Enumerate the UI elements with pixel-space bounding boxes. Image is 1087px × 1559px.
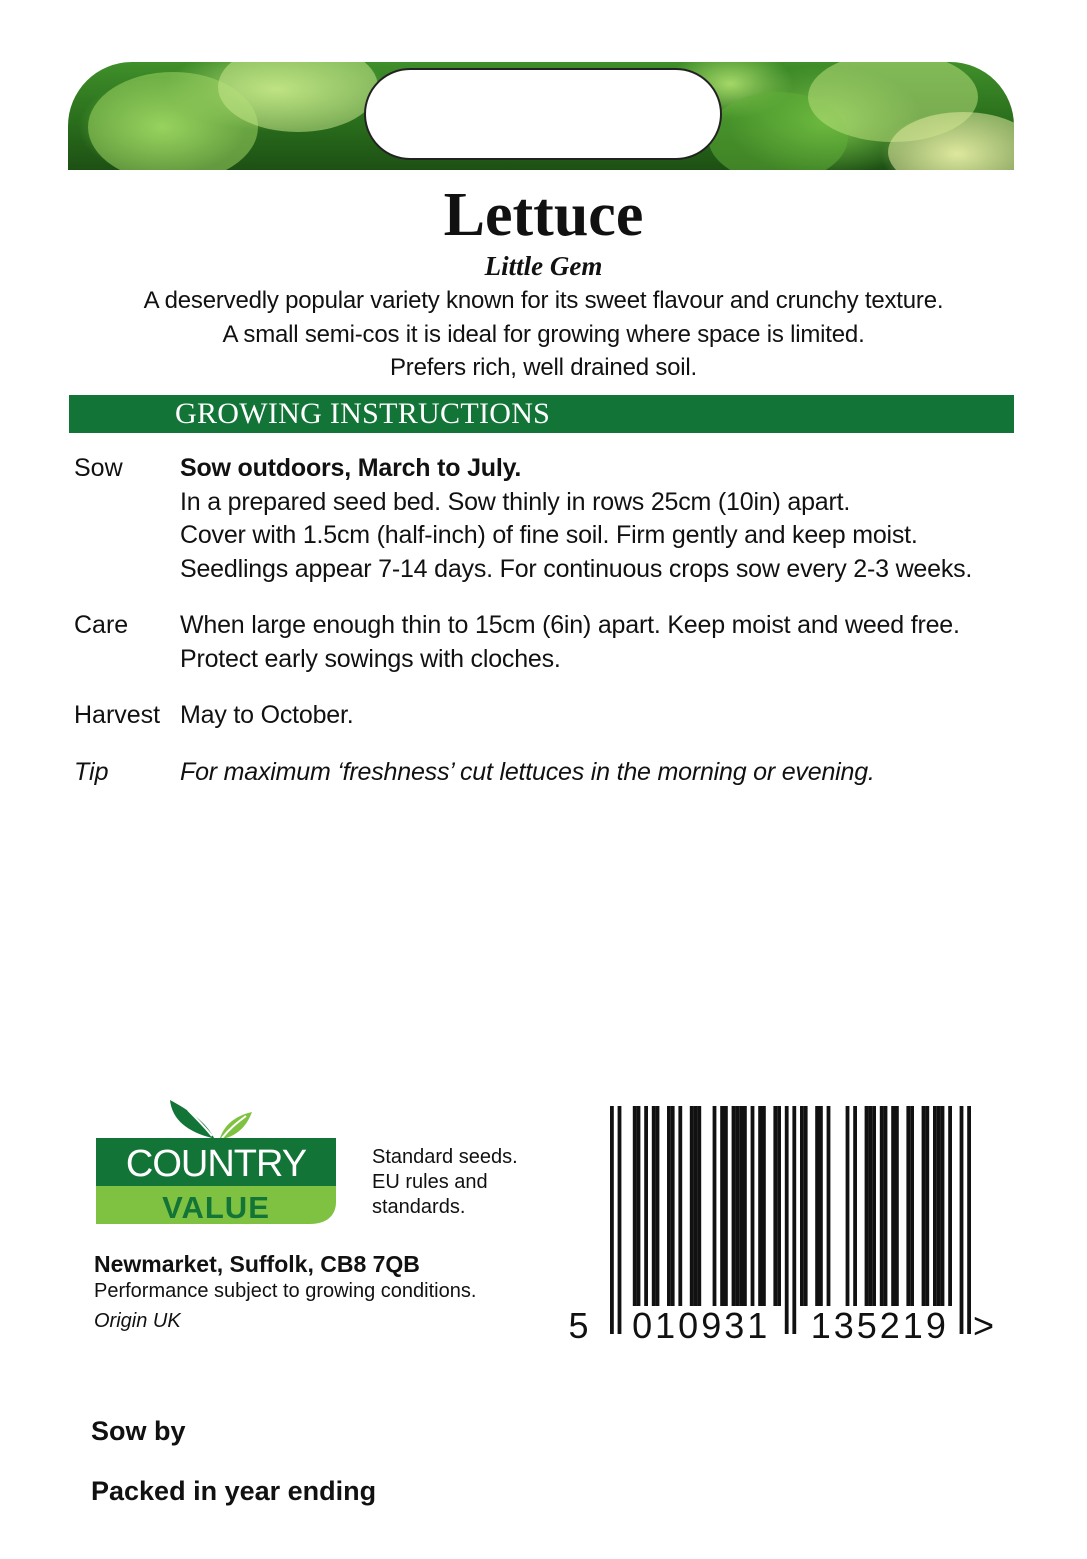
- leaf-sprout-icon: [170, 1100, 252, 1140]
- care-body: [180, 609, 960, 676]
- ean13-barcode: [566, 1106, 1006, 1344]
- barcode-bar: [671, 1106, 675, 1306]
- barcode-left-digits: 010931: [632, 1305, 771, 1344]
- barcode-bar: [941, 1106, 945, 1306]
- barcode-bar: [922, 1106, 926, 1306]
- sow-line: Seedlings appear 7-14 days. For continuous crops sow every 2-3 weeks.: [180, 554, 973, 583]
- company-address: Newmarket, Suffolk, CB8 7QB: [94, 1251, 420, 1277]
- product-title: Lettuce: [443, 181, 644, 249]
- tip-text: For maximum ‘freshness’ cut lettuces in the morning or evening.: [180, 758, 875, 786]
- country-value-logo: [96, 1096, 336, 1228]
- sow-by-label: Sow by: [91, 1416, 186, 1446]
- barcode-bar: [762, 1106, 766, 1306]
- barcode-bar: [884, 1106, 888, 1306]
- barcode-bar: [800, 1106, 804, 1306]
- standards-note: [372, 1145, 518, 1220]
- barcode-bar: [948, 1106, 952, 1306]
- barcode-bar: [713, 1106, 717, 1306]
- barcode-bar: [667, 1106, 671, 1306]
- harvest-text: May to October.: [180, 701, 354, 729]
- barcode-bar: [910, 1106, 914, 1306]
- barcode-bar: [743, 1106, 747, 1306]
- barcode-bar: [815, 1106, 819, 1306]
- barcode-bar: [868, 1106, 872, 1306]
- barcode-bar: [732, 1106, 736, 1306]
- product-description: [0, 284, 1087, 385]
- barcode-bar: [633, 1106, 637, 1306]
- care-line: Protect early sowings with cloches.: [180, 644, 561, 673]
- barcode-bar: [865, 1106, 869, 1306]
- origin-label: Origin UK: [94, 1310, 181, 1332]
- section-heading: GROWING INSTRUCTIONS: [175, 397, 551, 430]
- barcode-bar: [637, 1106, 641, 1306]
- barcode-bar: [644, 1106, 648, 1306]
- description-line: A deservedly popular variety known for its sweet flavour and crunchy texture.: [143, 287, 944, 314]
- logo-value-text: VALUE: [162, 1190, 270, 1225]
- barcode-bar: [773, 1106, 777, 1306]
- standards-line: EU rules and: [372, 1171, 488, 1193]
- barcode-bar: [853, 1106, 857, 1306]
- barcode-bar: [967, 1106, 971, 1334]
- barcode-bar: [697, 1106, 701, 1306]
- barcode-right-digits: 135219: [810, 1305, 949, 1344]
- barcode-bar: [610, 1106, 614, 1334]
- tip-label: Tip: [74, 758, 109, 786]
- barcode-bar: [724, 1106, 728, 1306]
- logo-country-text: COUNTRY: [125, 1143, 307, 1185]
- barcode-bar: [933, 1106, 937, 1306]
- barcode-end-marker: >: [972, 1305, 998, 1344]
- barcode-bar: [880, 1106, 884, 1306]
- barcode-bar: [872, 1106, 876, 1306]
- barcode-bar: [925, 1106, 929, 1306]
- barcode-bar: [777, 1106, 781, 1306]
- barcode-bar: [819, 1106, 823, 1306]
- barcode-bar: [618, 1106, 622, 1334]
- care-label: Care: [74, 611, 129, 639]
- barcode-bar: [827, 1106, 831, 1306]
- barcode-bar: [694, 1106, 698, 1306]
- sow-label: Sow: [74, 454, 123, 482]
- hang-hole: [364, 68, 722, 160]
- product-variety: Little Gem: [484, 251, 603, 281]
- barcode-bar: [846, 1106, 850, 1306]
- barcode-bar: [758, 1106, 762, 1306]
- barcode-bar: [739, 1106, 743, 1306]
- standards-line: Standard seeds.: [372, 1146, 518, 1168]
- barcode-bar: [656, 1106, 660, 1306]
- barcode-bar: [690, 1106, 694, 1306]
- barcode-bar: [891, 1106, 895, 1306]
- barcode-bar: [678, 1106, 682, 1306]
- performance-note: Performance subject to growing conditions.: [94, 1280, 477, 1302]
- barcode-first-digit: 5: [568, 1305, 592, 1344]
- sow-lead: Sow outdoors, March to July.: [180, 454, 522, 482]
- standards-line: standards.: [372, 1196, 466, 1218]
- sow-line: In a prepared seed bed. Sow thinly in rows 25cm (10in) apart.: [180, 487, 851, 516]
- barcode-bar: [804, 1106, 808, 1306]
- description-line: Prefers rich, well drained soil.: [389, 354, 698, 381]
- sow-body: [180, 452, 972, 586]
- barcode-bar: [960, 1106, 964, 1334]
- packed-year-label: Packed in year ending: [91, 1476, 377, 1506]
- barcode-bar: [720, 1106, 724, 1306]
- description-line: A small semi-cos it is ideal for growing where space is limited.: [222, 320, 865, 348]
- barcode-bar: [937, 1106, 941, 1306]
- sow-line: Cover with 1.5cm (half-inch) of fine soil. Firm gently and keep moist.: [180, 521, 918, 549]
- barcode-bar: [785, 1106, 789, 1334]
- barcode-bar: [652, 1106, 656, 1306]
- barcode-bar: [906, 1106, 910, 1306]
- barcode-bar: [735, 1106, 739, 1306]
- barcode-bar: [751, 1106, 755, 1306]
- care-line: When large enough thin to 15cm (6in) apart. Keep moist and weed free.: [180, 611, 960, 639]
- harvest-label: Harvest: [74, 701, 161, 729]
- barcode-bar: [895, 1106, 899, 1306]
- growing-instructions-header: [69, 395, 1014, 433]
- barcode-bar: [792, 1106, 796, 1334]
